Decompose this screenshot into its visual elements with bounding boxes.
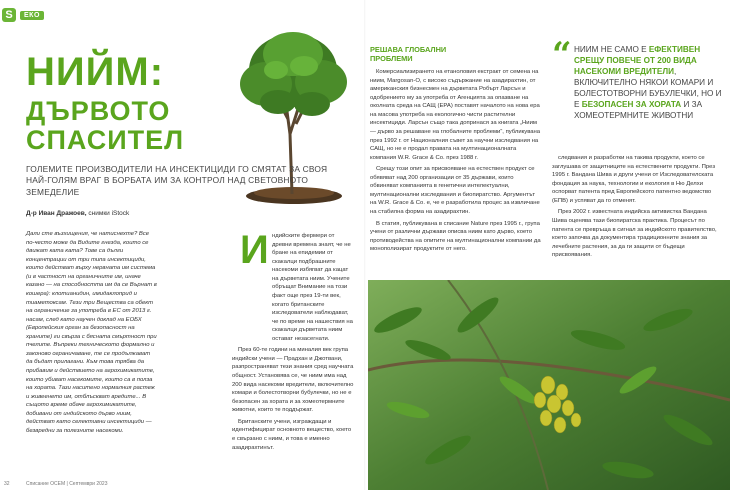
page-number: 32 [4,481,10,487]
article-subtitle: ГОЛЕМИТЕ ПРОИЗВОДИТЕЛИ НА ИНСЕКТИЦИДИ ГО СМЯТАТ ЗА СВОЯ НАЙ-ГОЛЯМ ВРАГ В БОРБАТА ИМ ЗА КОНТРОЛ НАД СВЕТОВНОТО ЗЕМЕДЕЛИЕ [26,164,328,197]
article-title [26,52,236,154]
author: Д-р Иван Дражоев, [26,210,87,217]
paragraph: ндийските фермери от древни времена знаят, че не бране на епидемии от скакалци подбрашните насекоми избягват да кацат на дърветата ниим. Учените обръщат Внимание на този факт още през 19-ти век, когато британските изследователи наблюдават, че по време на нашествия на скакалци дърветата ниим остават незасегнати. [272,233,353,342]
magazine-issue: Списание ОСЕМ | Септември 2023 [26,481,108,487]
paragraph: През 60-те години на миналия век група индийски учени — Прадхан и Джотвани, разпространяват тези знания сред научната общност. Установява се, че ниим има над 200 вида насекоми вредители, включително комари и болестотворни бубулечки, но не е безопасен за хората и за хомеотермните животни, които те поддържат. [232,347,354,414]
paragraph: Срещу този опит за присвояване на естествен продукт се обявяват над 200 организации от 35 държави, които обвиняват компанията в генетични интелектуални, мултинационални изследвания и биопиратство. Аргументът на W.R. Grace & Co. е, че е разработила процес за извличане на стабилна форма на азадирахтин. [370,166,540,215]
quote-highlight: ЕФЕКТИВЕН СРЕЩУ ПОВЕЧЕ ОТ 200 ВИДА НАСЕКОМИ ВРЕДИТЕЛИ [574,45,701,77]
section-heading: РЕШАВА ГЛОБАЛНИ ПРОБЛЕМИ [370,45,447,64]
body-column-right-2 [552,154,722,263]
paragraph: През 2002 г. известната индийска активистка Вандана Шива оценява тази биопиратска практика. Процесът по патента се превръща в сигнал за индийското правителство, което започва да документира традиционните знания за лечебните растения, за да ги защити от бъдещи присвоявания. [552,209,717,259]
title-line-3: СПАСИТЕЛ [26,125,185,155]
quote-text: НИИМ НЕ САМО Е [574,45,649,54]
pull-quote [574,44,724,121]
quote-text: И ЗА ХОМЕОТЕРМНИТЕ ЖИВОТНИ [574,100,703,121]
paragraph: следвания и разработки на такива продукти, което се заглушава от защитниците на естествените продукти. През 1995 г. Вандана Шива и други учени от Изследователската фондация за наука, технологии и екология в Ню Делхи оспорват патента пред Европейското патентно ведомство (ЕПВ) и успяват да го отменят. [552,155,716,204]
neem-branch-photo [368,280,730,490]
paragraph: Комерсиализирането на етаноловия екстракт от семена на ниим, Margosan-O, с високо съдържание на азадирахтин, от американския бизнесмен на дърветата Робърт Ларсън и одобрението му за употреба от Агенцията за опазване на околната среда на САЩ (EPA) поставят началото на нова ера на масова употреба на екологично чисти растителни инсектициди. Ларсън също така допринася за книгата „Ниим — дърво за решаване на глобалните проблеми“, публикувана през 1992 г. от Националния съвет за научни изследвания на САЩ, но не е продал правата на мултинационалната компания W.R. Grace & Co. през 1988 г. [370,69,541,161]
title-line-1: НИЙМ: [26,50,165,94]
quote-highlight: БЕЗОПАСЕН ЗА ХОРАТА [581,100,682,110]
paragraph: В статия, публикувана в списание Nature през 1995 г., група учени от различни държави описва ниим като дърво, което противодейства на опитите на мултинационални компании да монополизират продуктите от него. [370,220,541,253]
section-tag [2,8,44,22]
quote-mark-icon: “ [552,35,572,75]
section-label: ЕКО [20,11,44,20]
paragraph: Британските учени, изграждащи и идентифицират основното вещество, което е свързано с ниим, и това е именно азадирахтинът. [232,418,352,451]
quote-text: , ВКЛЮЧИТЕЛНО НЯКОИ КОМАРИ И БОЛЕСТОТВОРНИ БУБУЛЕЧКИ, НО И Е [574,67,722,110]
drop-cap: И [240,228,269,272]
body-column-right-1 [370,68,542,257]
body-column-middle [232,228,354,455]
spread-fold [364,0,366,490]
intro-column: Дали сте възхищения, че натиснехте? Все по-често може да Видите гнезда, които се движат ката ката? Тове са дълги концентрации от три типа инсектициди, които действат върху нервната им система (и в частност на органичните им, иначе казано — на способността им да се Върнат в кошера): клотианидин, имидаклоприд и тиаметоксам. Тези три Вещества са обект на ограничение за употреба в ЕС от 2013 г. насам, след като научен доклад на ЕОБХ (Европейския орган за безопасност на храните) ги свърза с бясната смъртност при пчелите. Въпреки техническото формално и законово ограничаване, те се продължават да бъдат прилагани. Към това трябва да прибавим и действието на агрохимикатите, които убиват насекомите, които са в полза на хората. Тази наситено нормалния растеж и живеенето им, отблъскват вредите... В същото време обаче агрохимикатите, добивани от индийското дърво ниим, действат като селективни инсектициди — безвредни за полезните насекоми. [26,231,157,434]
byline [26,210,129,217]
page-footer [0,480,364,490]
title-line-2: ДЪРВОТО [26,96,171,126]
photo-credit: снимки iStock [88,210,130,217]
magazine-logo: S [2,8,16,22]
